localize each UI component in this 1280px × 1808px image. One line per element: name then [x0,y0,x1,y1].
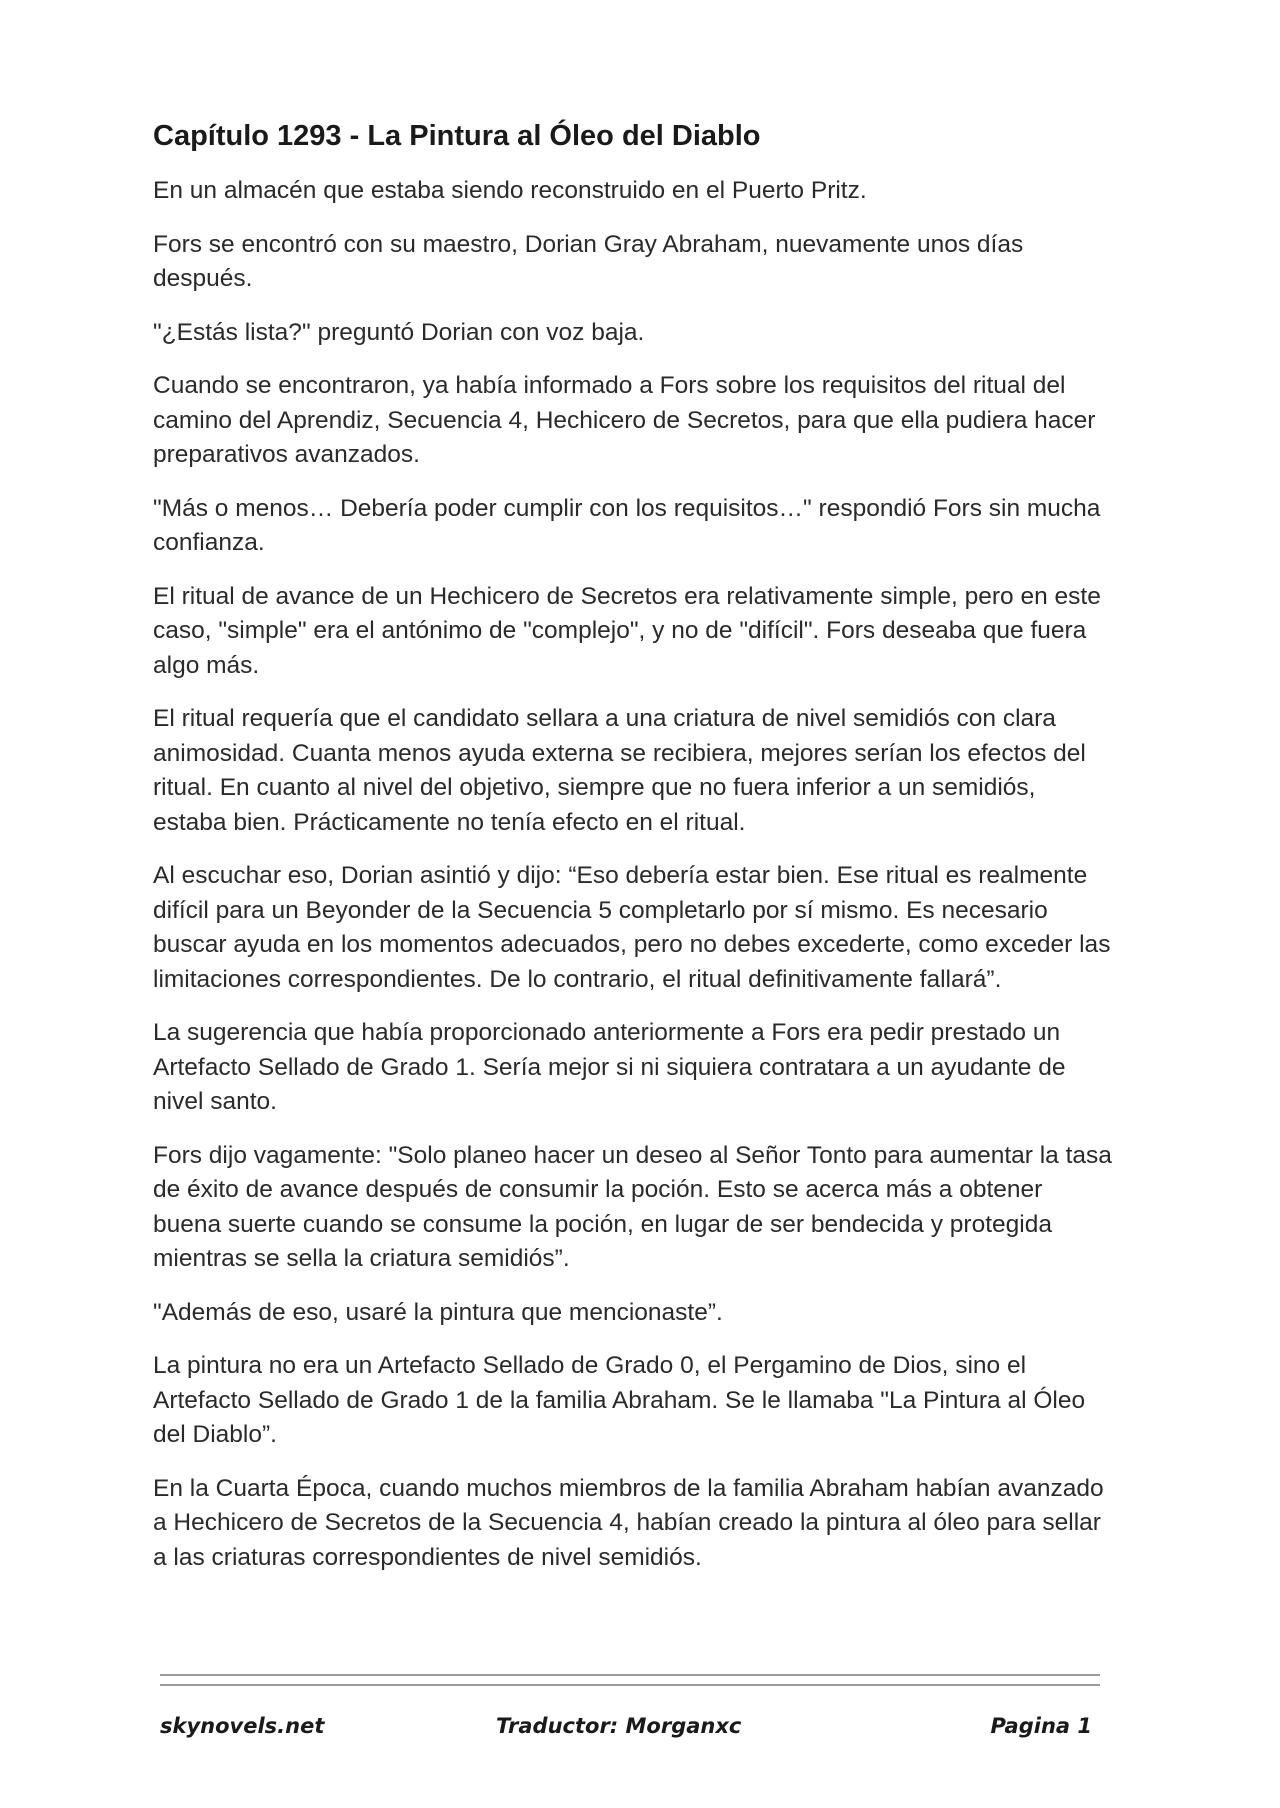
paragraph: En la Cuarta Época, cuando muchos miembros de la familia Abraham habían avanzado a Hechicero de Secretos de la Secuencia 4, habían creado la pintura al óleo para sellar a las criaturas correspondientes de nivel semidiós. [153,1474,1104,1571]
paragraph: Cuando se encontraron, ya había informado a Fors sobre los requisitos del ritual del camino del Aprendiz, Secuencia 4, Hechicero de Secretos, para que ella pudiera hacer preparativos avanzados. [153,372,1096,468]
paragraph: El ritual requería que el candidato sellara a una criatura de nivel semidiós con clara animosidad. Cuanta menos ayuda externa se recibiera, mejores serían los efectos del ritual. En cuanto al nivel del objetivo, siempre que no fuera inferior a un semidiós, estaba bien. Prácticamente no tenía efecto en el ritual. [153,705,1086,836]
paragraph: La sugerencia que había proporcionado anteriormente a Fors era pedir prestado un Artefacto Sellado de Grado 1. Sería mejor si ni siquiera contratara a un ayudante de nivel santo. [153,1019,1066,1115]
paragraph: La pintura no era un Artefacto Sellado de Grado 0, el Pergamino de Dios, sino el Artefacto Sellado de Grado 1 de la familia Abraham. Se le llamaba "La Pintura al Óleo del Diablo”. [153,1352,1086,1448]
paragraph: "Además de eso, usaré la pintura que mencionaste”. [153,1298,723,1326]
footer-divider-top [160,1674,1100,1676]
paragraph: "¿Estás lista?" preguntó Dorian con voz baja. [153,318,645,346]
paragraph: Al escuchar eso, Dorian asintió y dijo: “Eso debería estar bien. Ese ritual es realmente difícil para un Beyonder de la Secuencia 5 completarlo por sí mismo. Es necesario buscar ayuda en los momentos adecuados, pero no debes excederte, como exceder las limitaciones correspondientes. De lo contrario, el ritual definitivamente fallará”. [153,862,1111,993]
page-footer [160,1714,1092,1748]
paragraph: El ritual de avance de un Hechicero de Secretos era relativamente simple, pero en este caso, "simple" era el antónimo de "complejo", y no de "difícil". Fors deseaba que fuera algo más. [153,582,1101,679]
paragraph: "Más o menos… Debería poder cumplir con los requisitos…" respondió Fors sin mucha confianza. [153,494,1101,556]
footer-divider-bottom [160,1684,1100,1686]
chapter-title: Capítulo 1293 - La Pintura al Óleo del Diablo [153,120,761,152]
document-body [153,118,1113,1594]
footer-site: skynovels.net [160,1714,325,1738]
paragraph: Fors se encontró con su maestro, Dorian Gray Abraham, nuevamente unos días después. [153,230,1024,292]
footer-page-number: Pagina 1 [990,1714,1092,1738]
footer-translator: Traductor: Morganxc [496,1714,742,1738]
paragraph: En un almacén que estaba siendo reconstruido en el Puerto Pritz. [153,177,867,204]
paragraph: Fors dijo vagamente: "Solo planeo hacer un deseo al Señor Tonto para aumentar la tasa de éxito de avance después de consumir la poción. Esto se acerca más a obtener buena suerte cuando se consume la poción, en lugar de ser bendecida y protegida mientras se sella la criatura semidiós”. [153,1141,1112,1272]
